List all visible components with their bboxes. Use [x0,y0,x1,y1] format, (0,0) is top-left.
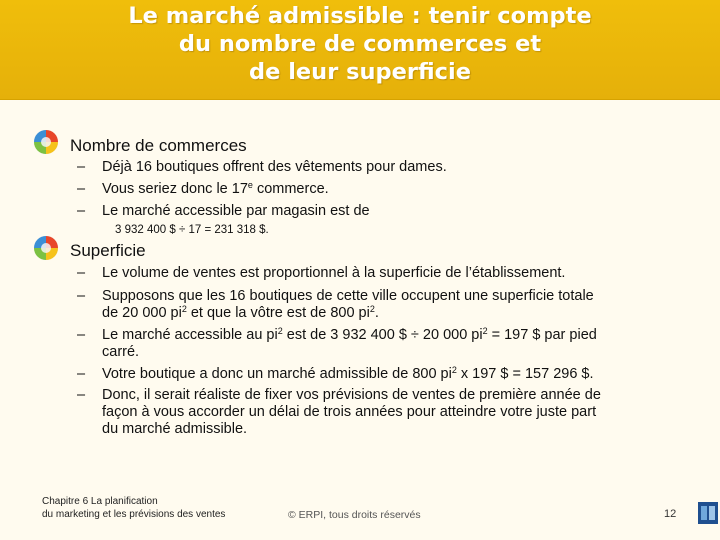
text-part: = 197 $ par pied [487,327,597,343]
superscript: 2 [277,326,283,336]
list-item-text [102,387,682,438]
footer-line: Chapitre 6 La planification [42,496,158,507]
page-number: 12 [664,508,677,520]
text-line: façon à vous accorder un délai de trois années pour atteindre votre juste part [102,404,597,420]
footer-line: du marketing et les prévisions des ventes [42,509,226,520]
superscript: 2 [369,304,375,314]
superscript: 2 [451,365,457,375]
text-line [102,305,682,322]
list-item-text [102,181,682,198]
text-line: Supposons que les 16 boutiques de cette ville occupent une superficie totale [102,288,594,304]
superscript: 2 [181,304,187,314]
list-item-text [102,327,682,361]
list-item-text: Le marché accessible par magasin est de [102,203,370,219]
dash-bullet: – [77,203,86,219]
text-part: Votre boutique a donc un marché admissible de 800 pi [102,366,452,382]
publisher-logo-icon [698,502,718,524]
section-heading: Superficie [70,241,146,260]
title-line: de leur superficie [249,59,471,85]
dash-bullet: – [77,265,86,281]
superscript: 2 [482,326,488,336]
text-part: commerce. [252,181,329,197]
list-item-text [102,288,682,322]
slide-title [0,2,720,86]
text-line: Donc, il serait réaliste de fixer vos prévisions de ventes de première année de [102,387,601,403]
dash-bullet: – [77,387,86,403]
text-part: . [374,305,379,321]
text-line: du marché admissible. [102,421,248,437]
text-line: carré. [102,344,140,360]
text-part: et que la vôtre est de 800 pi [186,305,370,321]
text-part: Le marché accessible au pi [102,327,278,343]
dash-bullet: – [77,366,86,382]
text-part: est de 3 932 400 $ ÷ 20 000 pi [282,327,483,343]
dash-bullet: – [77,327,86,343]
chapter-footer [42,495,225,521]
copyright-text: © ERPI, tous droits réservés [288,509,421,521]
dash-bullet: – [77,159,86,175]
text-line [102,327,682,344]
superscript: e [247,180,253,190]
list-item-text: Le volume de ventes est proportionnel à la superficie de l’établissement. [102,265,566,281]
dash-bullet: – [77,181,86,197]
list-item-text [102,366,682,383]
calculation-text: 3 932 400 $ ÷ 17 = 231 318 $. [115,224,269,236]
title-line: du nombre de commerces et [178,31,542,57]
colorful-globe-icon [33,129,59,155]
section-heading: Nombre de commerces [70,136,247,155]
text-part: x 197 $ = 157 296 $. [456,366,594,382]
title-line: Le marché admissible : tenir compte [128,3,592,29]
colorful-globe-icon [33,235,59,261]
list-item-text: Déjà 16 boutiques offrent des vêtements pour dames. [102,159,447,175]
dash-bullet: – [77,288,86,304]
text-part: de 20 000 pi [102,305,182,321]
text-part: Vous seriez donc le 17 [102,181,248,197]
